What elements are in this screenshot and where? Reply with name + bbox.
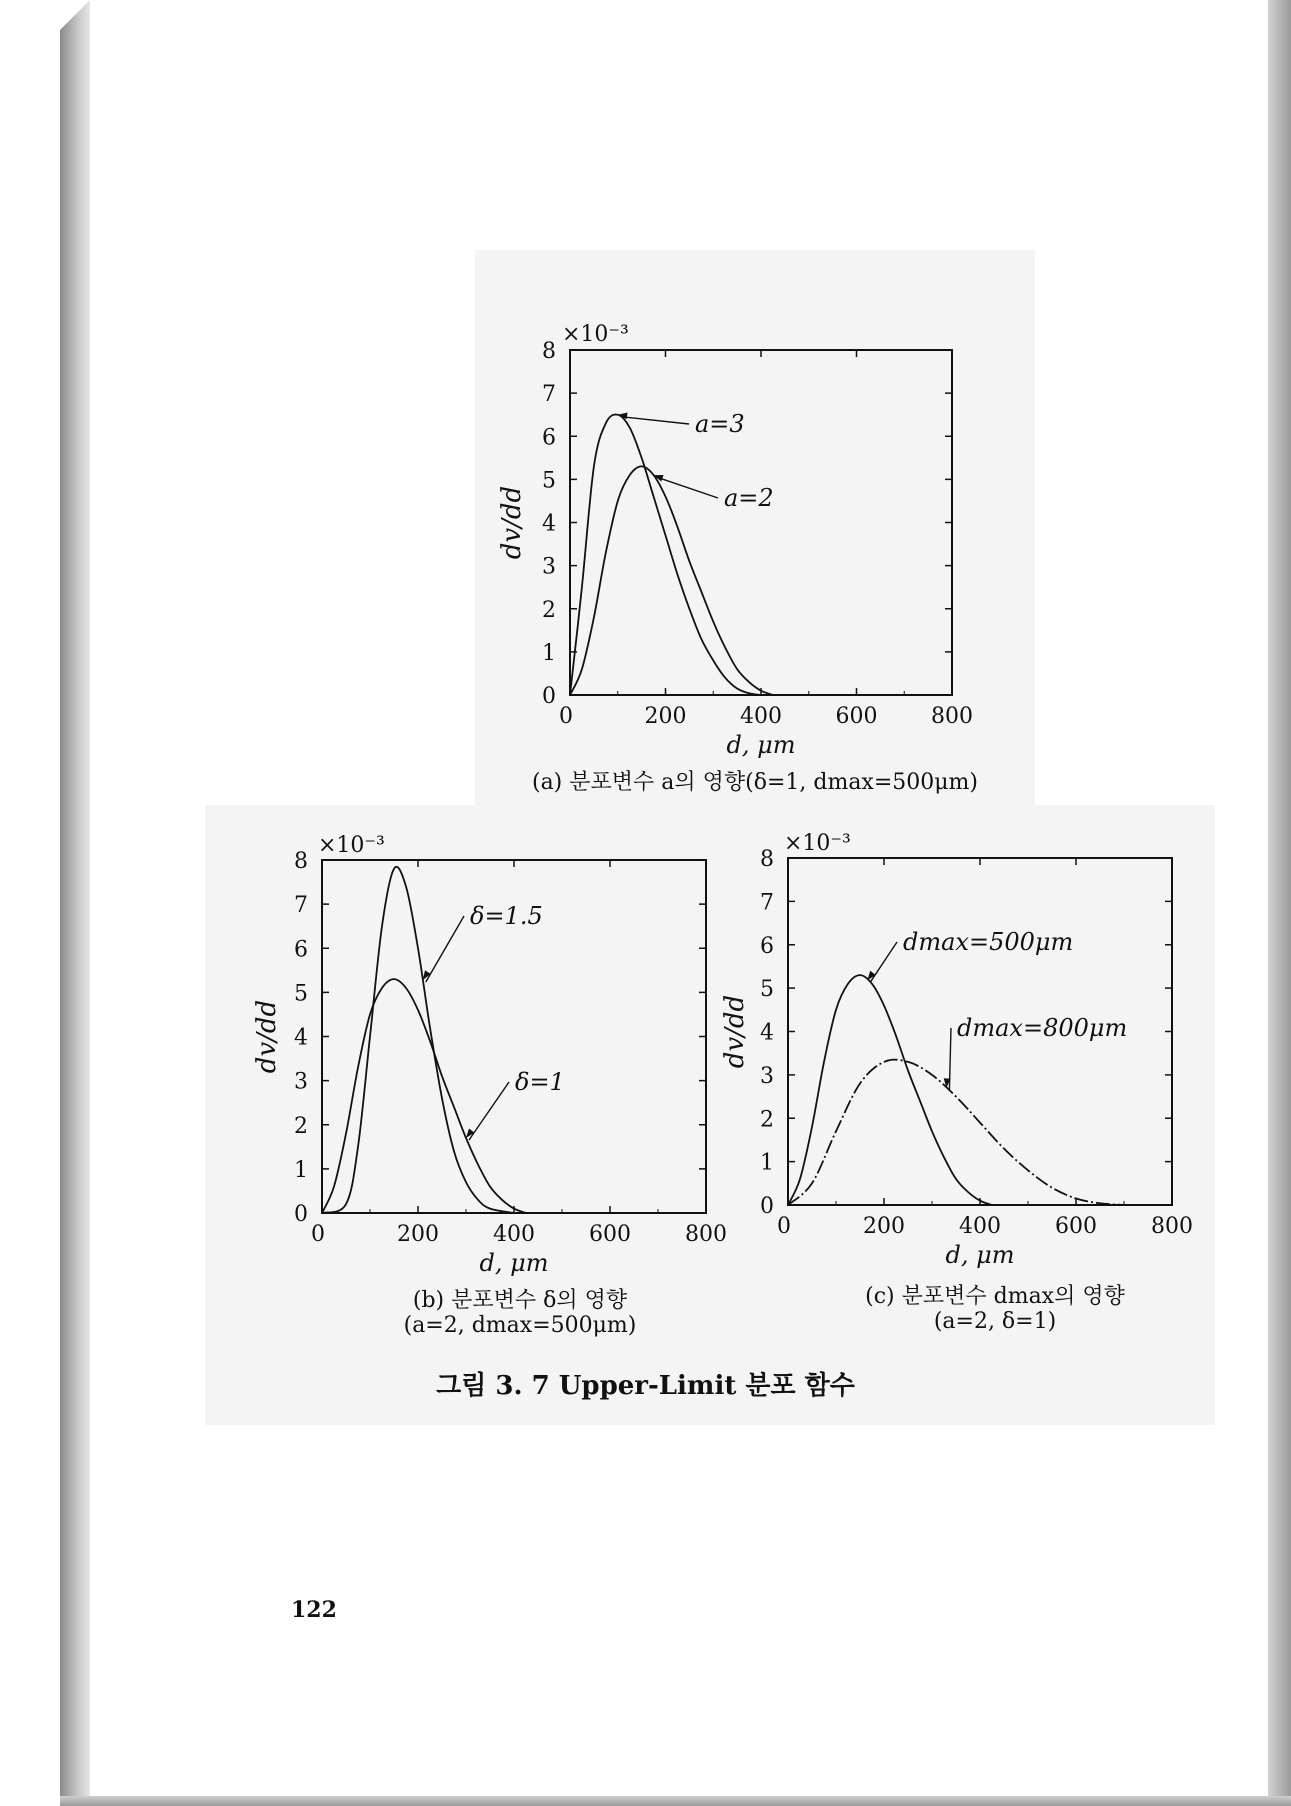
x-tick-label: 200 [644, 704, 687, 729]
x-tick-label: 600 [589, 1222, 631, 1247]
chart-c-caption-params: (a=2, δ=1) [933, 1309, 1057, 1334]
legend-label-dmax800: dmax=800μm [957, 1014, 1128, 1042]
x-axis-label: d, μm [726, 731, 796, 759]
y-tick-label: 1 [542, 640, 556, 666]
y-tick-label: 5 [294, 981, 308, 1007]
x-tick-label: 400 [959, 1214, 1001, 1239]
legend-label-delta1: δ=1 [515, 1068, 565, 1096]
y-tick-label: 3 [760, 1063, 774, 1089]
x-tick-label: 0 [559, 704, 573, 729]
figure-title: 그림 3. 7 Upper-Limit 분포 함수 [436, 1371, 855, 1401]
y-axis-label: dv/dd [720, 994, 750, 1069]
y-tick-label: 3 [294, 1069, 308, 1095]
x-tick-label: 200 [863, 1214, 905, 1239]
y-tick-label: 8 [760, 847, 774, 872]
x-tick-label: 400 [740, 704, 782, 729]
y-tick-label: 2 [760, 1107, 774, 1133]
legend-label-a3: a=3 [695, 410, 745, 438]
y-tick-label: 5 [760, 977, 774, 1003]
x-axis-label: d, μm [479, 1249, 549, 1277]
y-tick-label: 1 [294, 1157, 308, 1183]
x-tick-label: 800 [1151, 1214, 1193, 1239]
y-tick-label: 7 [760, 890, 774, 916]
y-tick-label: 5 [542, 468, 556, 494]
y-tick-label: 4 [760, 1020, 774, 1046]
legend-arrowhead [867, 971, 875, 981]
x-tick-label: 200 [397, 1222, 439, 1247]
y-tick-label: 6 [542, 425, 556, 451]
y-tick-label: 8 [294, 849, 308, 874]
x-axis-label: d, μm [945, 1241, 1015, 1269]
chart-b-caption-params: (a=2, dmax=500μm) [403, 1313, 637, 1338]
x-tick-label: 800 [931, 704, 973, 729]
legend-label-dmax500: dmax=500μm [903, 928, 1074, 956]
y-axis-label: dv/dd [252, 999, 282, 1074]
y-tick-label: 8 [542, 339, 556, 364]
y-multiplier: ×10⁻³ [784, 831, 851, 856]
y-tick-label: 7 [294, 893, 308, 919]
y-multiplier: ×10⁻³ [562, 322, 629, 347]
y-tick-label: 3 [542, 554, 556, 580]
series-line [788, 1060, 1124, 1205]
x-tick-label: 400 [493, 1222, 535, 1247]
y-tick-label: 6 [760, 933, 774, 959]
y-tick-label: 4 [542, 511, 556, 537]
x-tick-label: 600 [835, 704, 878, 729]
y-tick-label: 1 [760, 1150, 774, 1176]
y-tick-label: 7 [542, 382, 556, 408]
chart-b-caption: (b) 분포변수 δ의 영향 [412, 1288, 628, 1313]
y-tick-label: 2 [294, 1113, 308, 1139]
y-tick-label: 6 [294, 937, 308, 963]
legend-leader-line [870, 942, 897, 982]
page-number: 122 [291, 1597, 337, 1623]
y-tick-label: 0 [542, 684, 556, 709]
chart-c-caption: (c) 분포변수 dmax의 영향 [865, 1284, 1125, 1309]
legend-label-delta15: δ=1.5 [470, 902, 543, 930]
y-tick-label: 4 [294, 1025, 308, 1051]
legend-label-a2: a=2 [724, 484, 774, 512]
x-tick-label: 800 [685, 1222, 727, 1247]
chart-a-caption: (a) 분포변수 a의 영향(δ=1, dmax=500μm) [531, 770, 979, 795]
y-tick-label: 0 [760, 1194, 774, 1219]
x-tick-label: 0 [311, 1222, 325, 1247]
x-tick-label: 600 [1055, 1214, 1097, 1239]
x-tick-label: 0 [777, 1214, 791, 1239]
y-multiplier: ×10⁻³ [318, 833, 385, 858]
y-tick-label: 0 [294, 1202, 308, 1227]
y-tick-label: 2 [542, 597, 556, 623]
y-axis-label: dv/dd [497, 485, 527, 560]
